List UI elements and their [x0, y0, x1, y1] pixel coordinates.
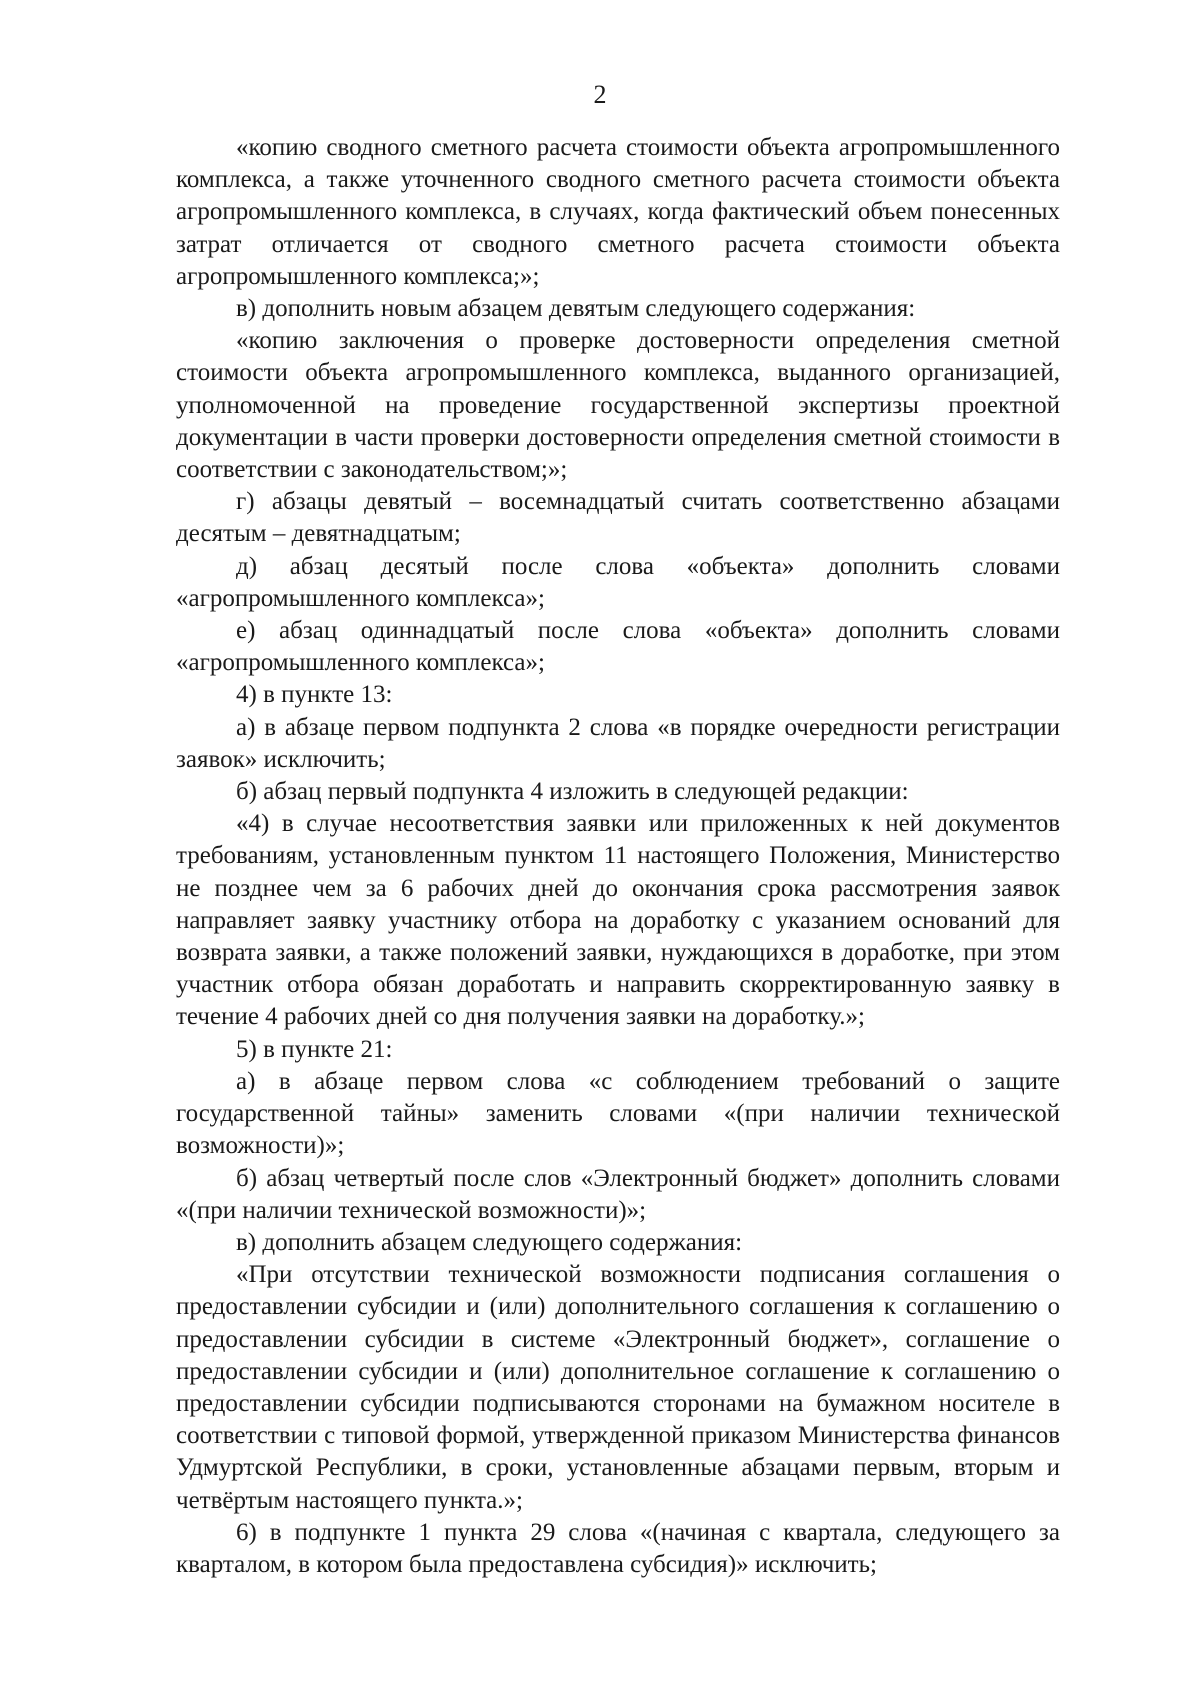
paragraph: 5) в пункте 21:: [236, 1035, 393, 1063]
paragraph: 4) в пункте 13:: [236, 681, 393, 709]
paragraph: а) в абзаце первом слова «с соблюдением требований о защите государственной тайны» заменить словами «(при наличии технической возможности)»;: [176, 1067, 1060, 1160]
paragraph: «копию заключения о проверке достоверности определения сметной стоимости объекта агропромышленного комплекса, выданного организацией, уполномоченной на проведение государственной экспертизы проектной документации в части проверки достоверности определения сметной стоимости в соответствии с законодательством;»;: [176, 327, 1060, 484]
paragraph: е) абзац одиннадцатый после слова «объекта» дополнить словами «агропромышленного комплекса»;: [176, 617, 1060, 677]
paragraph: д) абзац десятый после слова «объекта» дополнить словами «агропромышленного комплекса»;: [176, 552, 1060, 612]
paragraph: «копию сводного сметного расчета стоимости объекта агропромышленного комплекса, а также уточненного сводного сметного расчета стоимости объекта агропромышленного комплекса, в случаях, когда фактический объем понесенных затрат отличается от сводного сметного расчета стоимости объекта агропромышленного комплекса;»;: [176, 134, 1060, 290]
paragraph: 6) в подпункте 1 пункта 29 слова «(начиная с квартала, следующего за кварталом, в котором была предоставлена субсидия)» исключить;: [176, 1518, 1060, 1578]
paragraph: б) абзац четвертый после слов «Электронный бюджет» дополнить словами «(при наличии технической возможности)»;: [176, 1164, 1060, 1224]
paragraph: в) дополнить абзацем следующего содержания:: [236, 1228, 743, 1256]
paragraph: в) дополнить новым абзацем девятым следующего содержания:: [236, 295, 916, 323]
page-number: 2: [593, 80, 607, 109]
document-body: [176, 132, 1060, 1581]
paragraph: «4) в случае несоответствия заявки или приложенных к ней документов требованиям, установленным пунктом 11 настоящего Положения, Министерство не позднее чем за 6 рабочих дней до окончания срока рассмотрения заявок направляет заявку участнику отбора на доработку с указанием оснований для возврата заявки, а также положений заявки, нуждающихся в доработке, при этом участник отбора обязан доработать и направить скорректированную заявку в течение 4 рабочих дней со дня получения заявки на доработку.»;: [176, 810, 1060, 1031]
paragraph: а) в абзаце первом подпункта 2 слова «в порядке очередности регистрации заявок» исключить;: [176, 713, 1060, 773]
paragraph: б) абзац первый подпункта 4 изложить в следующей редакции:: [236, 778, 909, 806]
paragraph: г) абзацы девятый – восемнадцатый считать соответственно абзацами десятым – девятнадцатым;: [176, 488, 1060, 548]
paragraph: «При отсутствии технической возможности подписания соглашения о предоставлении субсидии и (или) дополнительного соглашения к соглашению о предоставлении субсидии в системе «Электронный бюджет», соглашение о предоставлении субсидии и (или) дополнительное соглашение к соглашению о предоставлении субсидии подписываются сторонами на бумажном носителе в соответствии с типовой формой, утвержденной приказом Министерства финансов Удмуртской Республики, в сроки, установленные абзацами первым, вторым и четвёртым настоящего пункта.»;: [176, 1261, 1060, 1514]
